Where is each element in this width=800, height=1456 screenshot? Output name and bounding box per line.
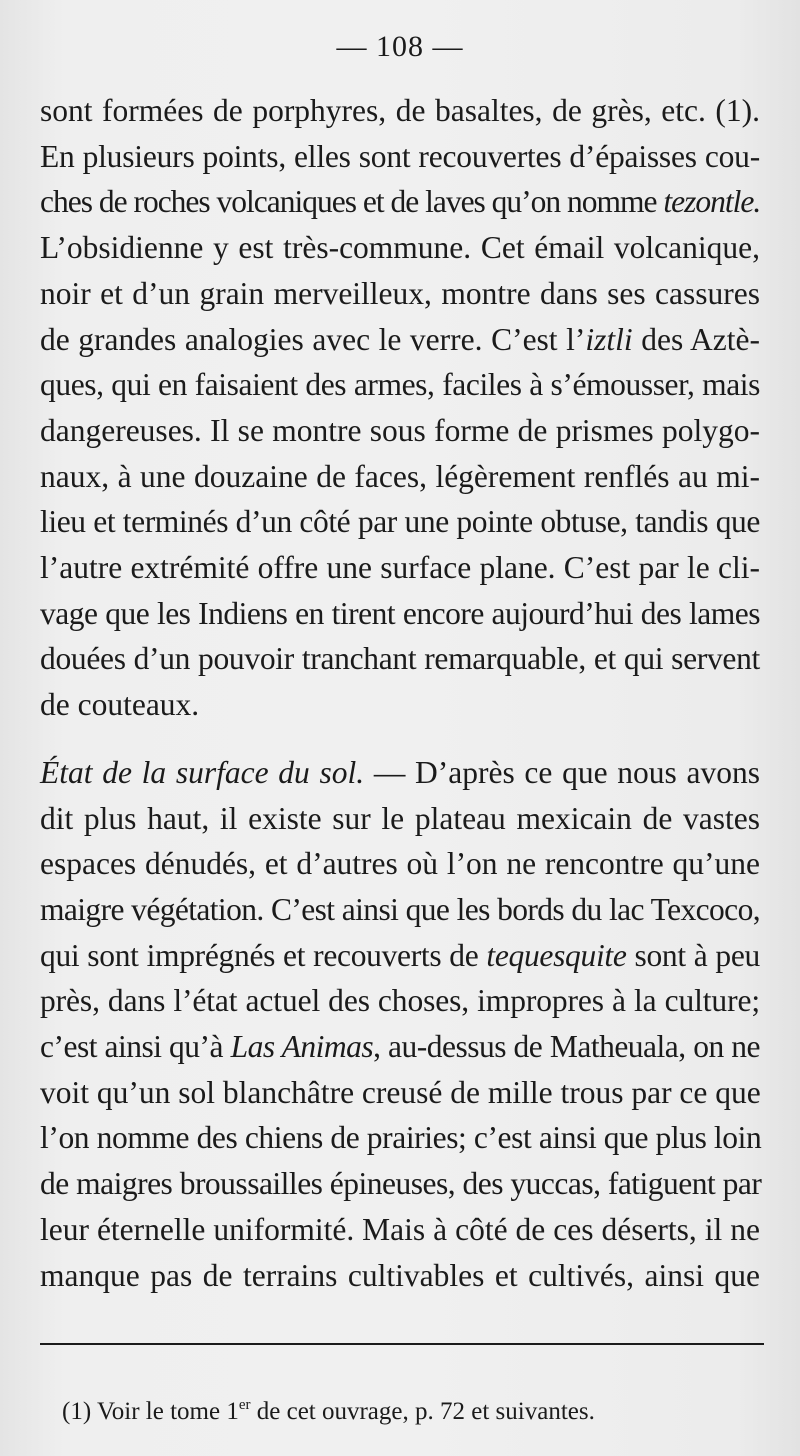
section-heading: État de la surface du sol. [40,754,365,790]
footnote-superscript: er [238,1397,251,1413]
text-fragment: — D’après ce que nous avons [364,754,760,790]
text-line: dit plus haut, il existe sur le plateau mexicain de vastes [40,800,760,836]
text-line: En plusieurs points, elles sont recouvertes d’épaisses cou- [40,138,760,174]
text-line: l’on nomme des chiens de prairies; c’est ainsi que plus loin [40,1120,762,1156]
text-line: l’autre extrémité offre une surface plane. C’est par le cli- [40,550,760,586]
text-fragment: , au-dessus de Matheuala, on ne [373,1029,760,1065]
text-fragment: des Aztè- [632,321,760,357]
text-line: maigre végétation. C’est ainsi que les bords du lac Texcoco, [40,891,760,927]
body-text [40,88,760,1298]
paragraph-2 [40,750,760,1298]
text-line: de maigres broussailles épineuses, des yuccas, fatiguent par [40,1166,762,1202]
paragraph-1 [40,88,760,728]
text-line: manque pas de terrains cultivables et cultivés, ainsi que [40,1257,760,1293]
text-line: lieu et terminés d’un côté par une pointe obtuse, tandis que [40,504,760,540]
text-line: vage que les Indiens en tirent encore aujourd’hui des lames [40,595,760,631]
text-line [40,179,760,225]
text-line [40,1024,760,1070]
text-line: de couteaux. [40,687,200,723]
footnote-divider [40,1343,764,1345]
text-line: espaces dénudés, et d’autres où l’on ne rencontre qu’une [40,846,760,882]
text-line: leur éternelle uniformité. Mais à côté de ces déserts, il ne [40,1211,760,1247]
page-number: — 108 — [336,30,464,63]
text-fragment: ches de roches volcaniques et de laves qu’on nomme [40,184,664,220]
footnote-marker: (1) [62,1398,92,1425]
text-fragment: c’est ainsi qu’à [40,1029,231,1065]
text-line: ques, qui en faisaient des armes, faciles à s’émousser, mais [40,367,760,403]
italic-term: iztli [585,321,633,357]
italic-term: tequesquite [486,937,627,973]
text-fragment: sont à peu [626,937,760,973]
text-line [40,933,760,979]
text-line: près, dans l’état actuel des choses, impropres à la culture; [40,983,760,1019]
footnote [62,1388,595,1429]
text-line: naux, à une douzaine de faces, légèrement renflés au mi- [40,458,760,494]
text-line: voit qu’un sol blanchâtre creusé de mille trous par ce que [40,1074,761,1110]
text-line [40,750,760,796]
text-line: noir et d’un grain merveilleux, montre dans ses cassures [40,275,760,311]
italic-term: tezontle. [663,184,761,220]
text-line: dangereuses. Il se montre sous forme de prismes polygo- [40,412,760,448]
text-fragment: qui sont imprégnés et recouverts de [40,937,487,973]
text-line: sont formées de porphyres, de basaltes, de grès, etc. (1). [40,93,760,128]
italic-term: Las Animas [230,1029,374,1065]
text-fragment: de grandes analogies avec le verre. C’est l’ [40,321,586,357]
footnote-text: de cet ouvrage, p. 72 et suivantes. [250,1398,595,1425]
text-line [40,317,760,363]
text-line: L’obsidienne y est très-commune. Cet émail volcanique, [40,230,760,266]
footnote-text: Voir le tome 1 [91,1398,239,1425]
text-line: douées d’un pouvoir tranchant remarquable, et qui servent [40,641,760,677]
